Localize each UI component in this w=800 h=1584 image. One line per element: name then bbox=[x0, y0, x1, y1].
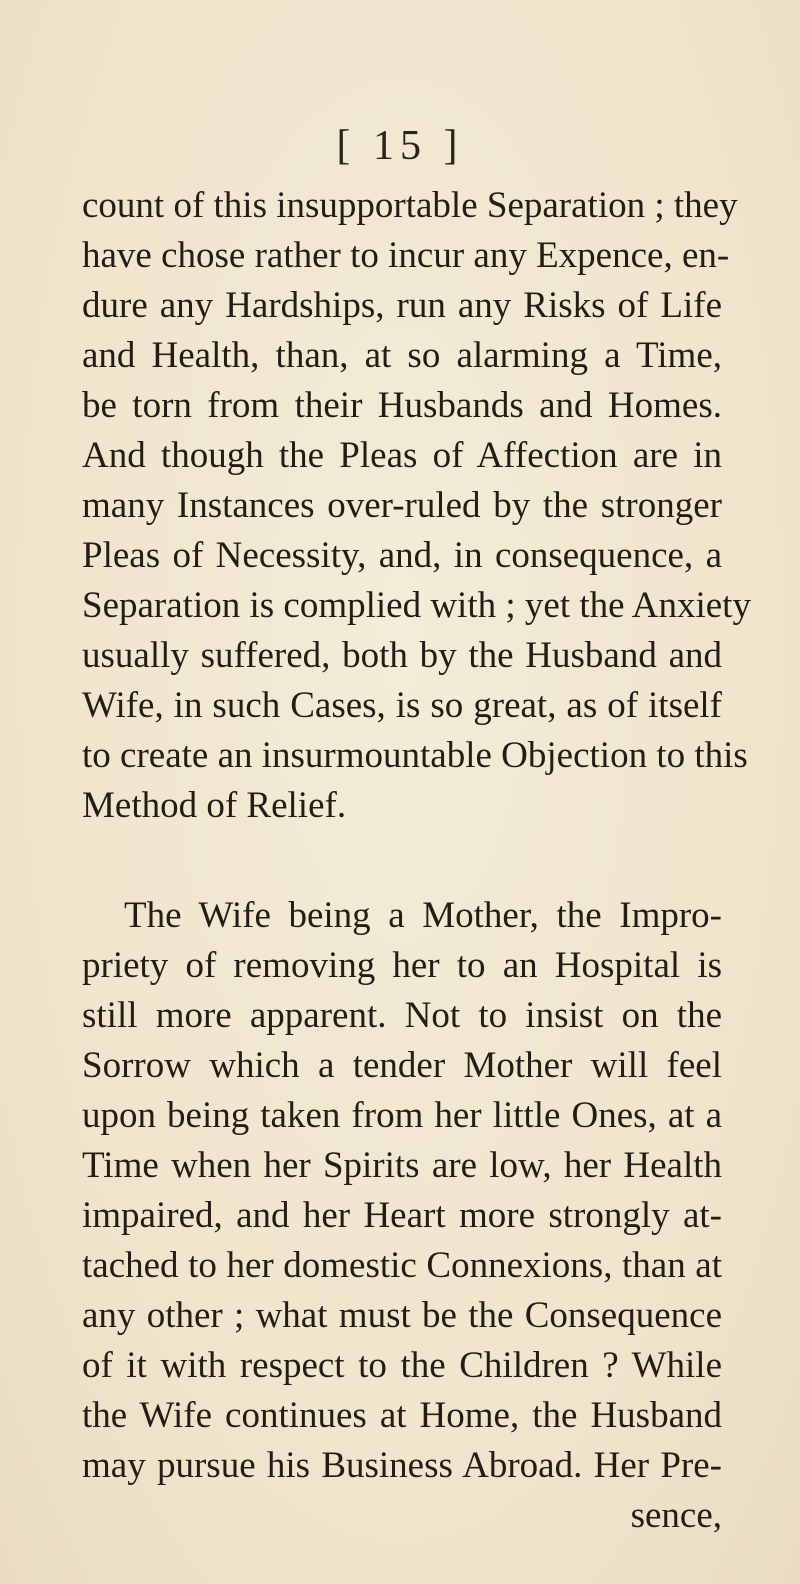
text-line: Time when her Spirits are low, her Health bbox=[82, 1145, 722, 1186]
text-line: still more apparent. Not to insist on the bbox=[82, 995, 722, 1036]
text-line: upon being taken from her little Ones, at a bbox=[82, 1095, 722, 1136]
text-line: And though the Pleas of Affection are in bbox=[82, 435, 722, 476]
text-line: usually suffered, both by the Husband and bbox=[82, 635, 722, 676]
text-line: and Health, than, at so alarming a Time, bbox=[82, 335, 722, 376]
text-line: Wife, in such Cases, is so great, as of itself bbox=[82, 685, 722, 726]
text-line: Separation is complied with ; yet the Anxiety bbox=[82, 585, 751, 626]
text-line: the Wife continues at Home, the Husband bbox=[82, 1395, 722, 1436]
text-line: The Wife being a Mother, the Impro- bbox=[124, 895, 722, 936]
text-line: priety of removing her to an Hospital is bbox=[82, 945, 722, 986]
text-line: tached to her domestic Connexions, than at bbox=[82, 1245, 722, 1286]
page-number: [ 15 ] bbox=[336, 123, 464, 169]
catchword: sence, bbox=[630, 1495, 722, 1536]
text-line: of it with respect to the Children ? While bbox=[82, 1345, 722, 1386]
text-line: to create an insurmountable Objection to this bbox=[82, 735, 748, 776]
text-line: many Instances over-ruled by the stronger bbox=[82, 485, 722, 526]
text-line: Sorrow which a tender Mother will feel bbox=[82, 1045, 722, 1086]
text-line: count of this insupportable Separation ; they bbox=[82, 185, 738, 226]
text-line: be torn from their Husbands and Homes. bbox=[82, 385, 722, 426]
text-line: Method of Relief. bbox=[82, 785, 347, 826]
text-line: Pleas of Necessity, and, in consequence, a bbox=[82, 535, 722, 576]
text-line: dure any Hardships, run any Risks of Life bbox=[82, 285, 722, 326]
text-line: impaired, and her Heart more strongly at- bbox=[82, 1195, 722, 1236]
text-line: have chose rather to incur any Expence, en- bbox=[82, 235, 730, 276]
text-line: may pursue his Business Abroad. Her Pre- bbox=[82, 1445, 722, 1486]
text-line: any other ; what must be the Consequence bbox=[82, 1295, 722, 1336]
